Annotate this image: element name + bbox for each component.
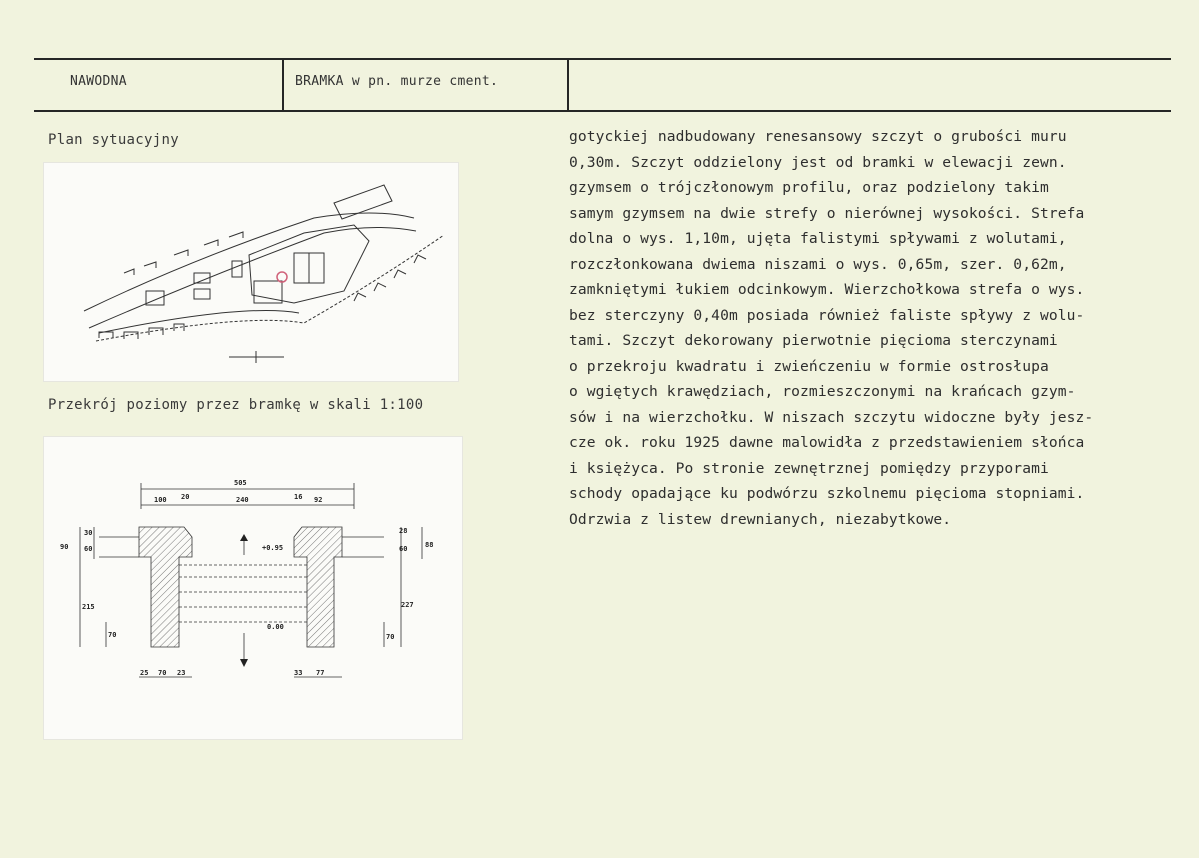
header-bottom-rule [34,110,1171,112]
dim-right-70: 70 [386,633,395,641]
description-line: cze ok. roku 1925 dawne malowidła z przedstawieniem słońca [569,434,1085,451]
dim-left-60: 60 [84,545,93,553]
locality-name: NAWODNA [70,74,127,89]
description-line: samym gzymsem na dwie strefy o nierównej wysokości. Strefa [569,204,1085,222]
dim-bottom-70: 70 [158,669,167,677]
site-plan-drawing [44,163,458,381]
dim-bottom-25: 25 [140,669,149,677]
description-line: o przekroju kwadratu i zwieńczeniu w formie ostrosłupa [569,357,1049,375]
description-line: sów i na wierzchołku. W niszach szczytu widoczne były jesz- [569,408,1094,426]
dim-240: 240 [236,496,249,504]
section-caption: Przekrój poziomy przez bramkę w skali 1:100 [48,397,424,413]
dim-left-215: 215 [82,603,95,611]
dim-16: 16 [294,493,303,501]
description-line: schody opadające ku podwórzu szkolnemu pięcioma stopniami. [569,485,1085,502]
description-line: o wgiętych krawędziach, rozmieszczonymi na krańcach gzym- [569,383,1076,400]
level-bottom: 0.00 [267,623,284,631]
description-line: i księżyca. Po stronie zewnętrznej pomiędzy przyporami [569,459,1049,477]
dim-right-88: 88 [425,541,434,549]
site-plan-photo [44,163,458,381]
dim-right-227: 227 [401,601,414,609]
description-line: rozczłonkowana dwiema niszami o wys. 0,65m, szer. 0,62m, [569,255,1067,273]
section-drawing-photo [44,437,462,739]
plan-caption: Plan sytuacyjny [48,132,179,148]
description-line: dolna o wys. 1,10m, ujęta falistymi spływami z wolutami, [569,230,1067,247]
description-line: gotyckiej nadbudowany renesansowy szczyt o grubości muru [569,128,1067,145]
header-divider-2 [567,58,569,112]
dim-bottom-33: 33 [294,669,303,677]
description-line: bez sterczyny 0,40m posiada również faliste spływy z wolu- [569,306,1085,324]
dim-left-90: 90 [60,543,69,551]
header-divider-1 [282,58,284,112]
object-name: BRAMKA w pn. murze cment. [295,74,499,89]
description-line: Odrzwia z listew drewnianych, niezabytkowe. [569,510,952,528]
dim-left-30: 30 [84,529,93,537]
header-top-rule [34,58,1171,60]
section-drawing [44,437,462,739]
description-line: tami. Szczyt dekorowany pierwotnie pięcioma sterczynami [569,332,1058,349]
description-line: gzymsem o trójczłonowym profilu, oraz podzielony takim [569,179,1049,196]
level-top: +0.95 [262,544,284,552]
dim-bottom-23: 23 [177,669,186,677]
dim-bottom-77: 77 [316,669,325,677]
dim-right-28: 28 [399,527,408,535]
dim-20: 20 [181,493,190,501]
dim-right-60: 60 [399,545,408,553]
description-line: 0,30m. Szczyt oddzielony jest od bramki w elewacji zewn. [569,153,1067,171]
dim-left-70: 70 [108,631,117,639]
dim-total: 505 [234,479,247,487]
dim-100: 100 [154,496,167,504]
description-line: zamkniętymi łukiem odcinkowym. Wierzchołkowa strefa o wys. [569,281,1085,298]
dim-92: 92 [314,496,323,504]
description-text [569,124,1179,532]
